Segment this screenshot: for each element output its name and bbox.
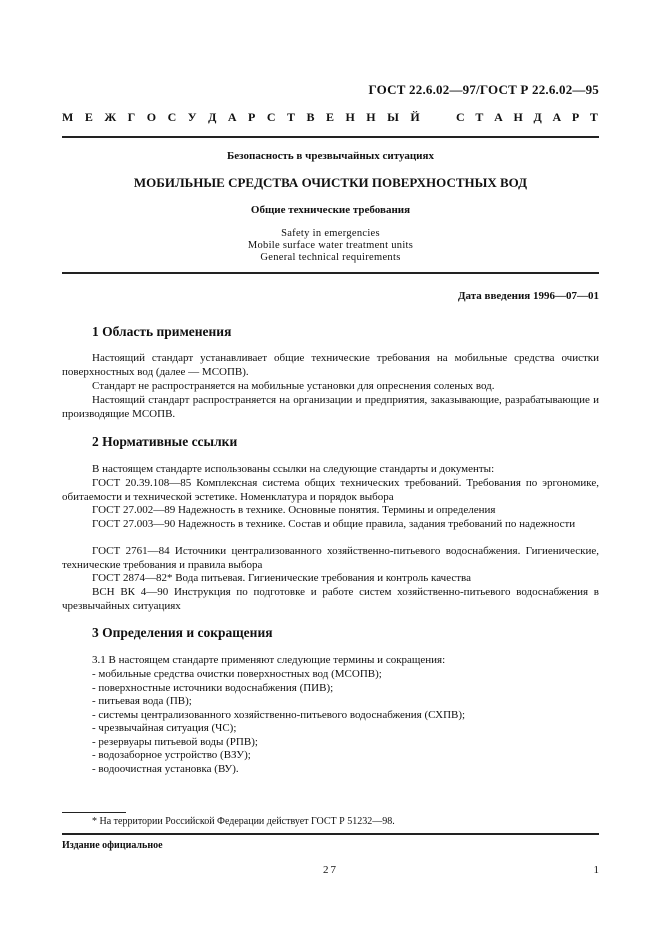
title-en-main: Mobile surface water treatment units <box>247 240 414 251</box>
letter: Е <box>84 110 93 124</box>
term-item: - чрезвычайная ситуация (ЧС); <box>92 722 237 734</box>
term-item: - водоочистная установка (ВУ). <box>92 763 239 775</box>
title-topic: Безопасность в чрезвычайных ситуациях <box>227 150 434 162</box>
letter: Р <box>571 110 580 124</box>
letter: В <box>306 110 315 124</box>
footnote-divider <box>62 812 126 813</box>
term-item: - резервуары питьевой воды (РПВ); <box>92 736 258 748</box>
letter: Т <box>286 110 295 124</box>
letter: С <box>456 110 465 124</box>
official-edition-label: Издание официальное <box>62 840 163 851</box>
header-standard <box>456 110 598 125</box>
section-1-paragraph-1: Настоящий стандарт устанавливает общие технические требования на мобильные средства очистки поверхностных вод (далее — МСОПВ). <box>62 352 599 378</box>
reference-item: ГОСТ 27.002—89 Надежность в технике. Основные понятия. Термины и определения <box>92 504 496 516</box>
letter: Ж <box>104 110 117 124</box>
letter: А <box>552 110 562 124</box>
term-item: - водозаборное устройство (ВЗУ); <box>92 749 251 761</box>
term-item: - питьевая вода (ПВ); <box>92 695 192 707</box>
letter: Д <box>208 110 217 124</box>
reference-item: ГОСТ 2874—82* Вода питьевая. Гигиенические требования и контроль качества <box>92 572 471 584</box>
reference-item: ГОСТ 20.39.108—85 Комплексная система общих технических требований. Требования по эргономике, обитаемости и технической эстетике. Номенклатура и порядок выбора <box>62 477 599 503</box>
footnote: * На территории Российской Федерации действует ГОСТ Р 51232—98. <box>92 816 395 827</box>
title-en-sub: General technical requirements <box>260 252 401 263</box>
letter: Н <box>345 110 355 124</box>
reference-item: ГОСТ 2761—84 Источники централизованного хозяйственно-питьевого водоснабжения. Гигиенические, технические требования и правила выбора <box>62 545 599 571</box>
section-1-heading: 1 Область применения <box>92 324 232 339</box>
section-3-intro: 3.1 В настоящем стандарте применяют следующие термины и сокращения: <box>92 654 446 666</box>
term-item: - системы централизованного хозяйственно-питьевого водоснабжения (СХПВ); <box>92 709 466 721</box>
letter: Д <box>533 110 542 124</box>
letter: Т <box>589 110 598 124</box>
page-number-center: 27 <box>323 864 338 876</box>
letter: У <box>187 110 197 124</box>
letter: А <box>227 110 237 124</box>
title-divider <box>62 272 599 274</box>
term-item: - поверхностные источники водоснабжения (ПИВ); <box>92 682 334 694</box>
section-1-paragraph-3: Настоящий стандарт распространяется на организации и предприятия, заказывающие, разрабатывающие и производящие МСОПВ. <box>62 394 599 420</box>
letter: Г <box>127 110 136 124</box>
section-2-heading: 2 Нормативные ссылки <box>92 434 238 449</box>
term-item: - мобильные средства очистки поверхностных вод (МСОПВ); <box>92 668 382 680</box>
letter: А <box>494 110 503 124</box>
page-number-right: 1 <box>593 864 599 876</box>
reference-item: ГОСТ 27.003—90 Надежность в технике. Состав и общие правила, задания требований по надежности <box>92 518 576 530</box>
footer-divider <box>62 833 599 835</box>
document-code: ГОСТ 22.6.02—97/ГОСТ Р 22.6.02—95 <box>368 82 599 97</box>
page-title: МОБИЛЬНЫЕ СРЕДСТВА ОЧИСТКИ ПОВЕРХНОСТНЫХ ВОД <box>133 175 528 190</box>
section-1-paragraph-2: Стандарт не распространяется на мобильные установки для опреснения соленых вод. <box>92 380 495 392</box>
letter: М <box>62 110 74 124</box>
header-divider <box>62 136 599 138</box>
title-subtitle: Общие технические требования <box>250 204 411 216</box>
section-3-heading: 3 Определения и сокращения <box>92 625 273 640</box>
letter: Т <box>475 110 484 124</box>
letter: Ы <box>387 110 399 124</box>
title-en-topic: Safety in emergencies <box>281 228 380 239</box>
letter: О <box>146 110 157 124</box>
letter: Й <box>410 110 420 124</box>
introduction-date: Дата введения 1996—07—01 <box>457 290 599 302</box>
section-2-intro: В настоящем стандарте использованы ссылки на следующие стандарты и документы: <box>92 463 495 475</box>
header-intergovernmental <box>62 110 420 125</box>
letter: С <box>167 110 177 124</box>
letter: Е <box>325 110 334 124</box>
letter: Н <box>366 110 376 124</box>
reference-item: ВСН ВК 4—90 Инструкция по подготовке и работе систем хозяйственно-питьевого водоснабжения в чрезвычайных ситуациях <box>62 586 599 612</box>
letter: Н <box>513 110 523 124</box>
letter: С <box>266 110 276 124</box>
letter: Р <box>247 110 256 124</box>
